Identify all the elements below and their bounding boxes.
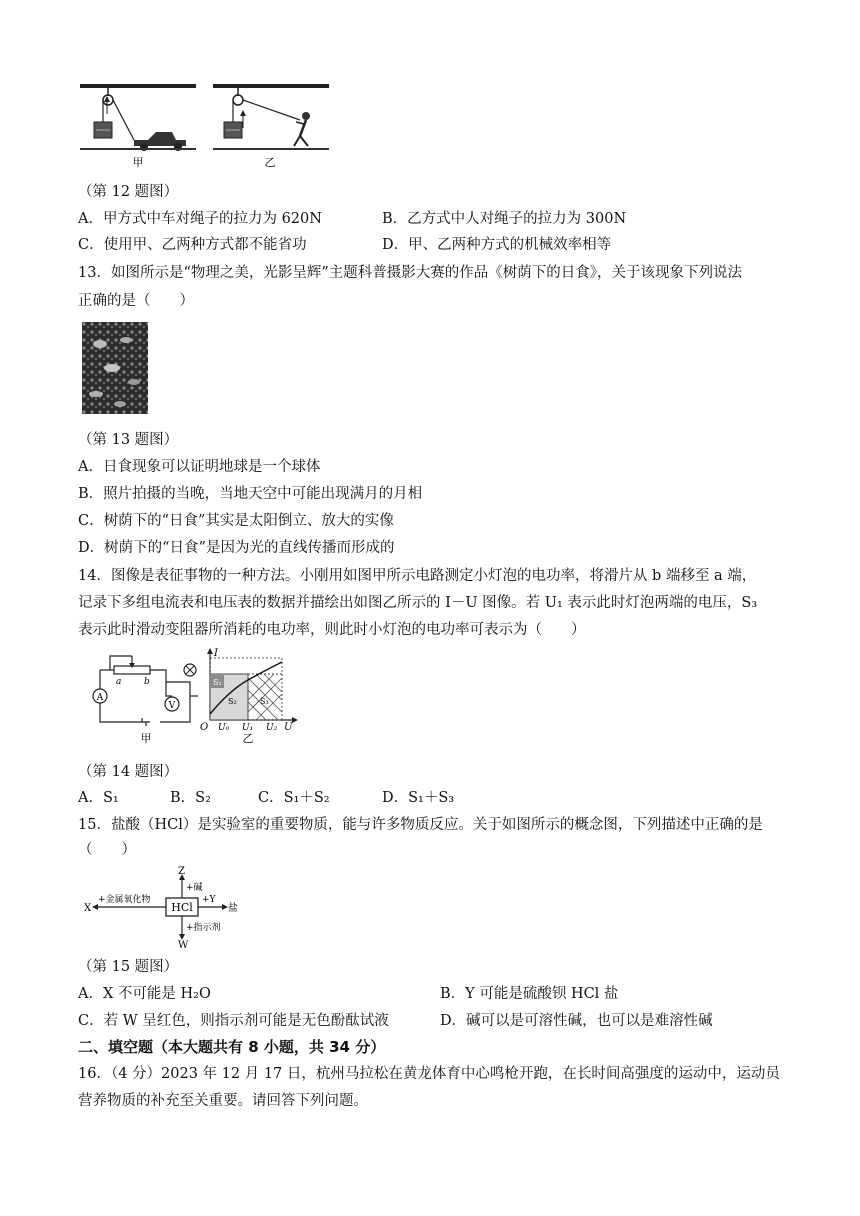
q14-label-yi: 乙 <box>242 732 254 745</box>
q14-stem-line3: 表示此时滑动变阻器所消耗的电功率，则此时小灯泡的电功率可表示为（ ） <box>78 622 586 638</box>
axis-u-label: U <box>284 722 293 733</box>
q13-option-d: D．树荫下的“日食”是因为光的直线传播而形成的 <box>78 540 395 556</box>
q15-option-d: D．碱可以是可溶性碱，也可以是难溶性碱 <box>440 1013 713 1029</box>
q12-caption: （第 12 题图） <box>78 184 179 200</box>
q15-option-b: B．Y 可能是硫酸钡 HCl 盐 <box>440 986 619 1002</box>
rheostat-label-a: a <box>116 677 122 687</box>
section-heading: 二、填空题（本大题共有 8 小题，共 34 分） <box>78 1038 386 1056</box>
q12-option-d: D．甲、乙两种方式的机械效率相等 <box>382 237 612 253</box>
node-x: X <box>84 903 92 914</box>
q13-caption: （第 13 题图） <box>78 432 179 448</box>
region-s2-label: S₂ <box>228 697 237 706</box>
q14-option-d: D．S₁＋S₃ <box>382 790 455 806</box>
q12-label-yi: 乙 <box>264 156 276 169</box>
rheostat-label-b: b <box>144 677 150 687</box>
tick-u2: U₂ <box>266 723 278 733</box>
q16-stem-line2: 营养物质的补充至关重要。请回答下列问题。 <box>78 1093 368 1109</box>
q13-option-c: C．树荫下的“日食”其实是太阳倒立、放大的实像 <box>78 513 394 529</box>
q15-concept-map <box>84 864 246 951</box>
q13-eclipse-photo <box>82 322 148 414</box>
q15-stem-line1: 15．盐酸（HCl）是实验室的重要物质，能与许多物质反应。关于如图所示的概念图，下列描述中正确的是 <box>78 817 763 833</box>
edge-y: +Y <box>202 895 216 905</box>
q14-figure <box>80 648 300 758</box>
edge-base: +碱 <box>186 883 203 893</box>
q15-option-c: C．若 W 呈红色，则指示剂可能是无色酚酞试液 <box>78 1013 389 1029</box>
q15-caption: （第 15 题图） <box>78 959 179 975</box>
q12-option-a: A．甲方式中车对绳子的拉力为 620N <box>78 211 322 227</box>
ammeter-label: A <box>96 693 104 703</box>
node-w: W <box>178 940 189 951</box>
q14-option-b: B．S₂ <box>170 790 211 806</box>
q15-option-a: A．X 不可能是 H₂O <box>78 986 211 1002</box>
axis-origin-label: O <box>200 722 209 733</box>
edge-metal-oxide: +金属氧化物 <box>98 895 151 905</box>
q14-stem-line2: 记录下多组电流表和电压表的数据并描绘出如图乙所示的 I－U 图像。若 U₁ 表示此时灯泡两端的电压，S₃ <box>78 595 758 611</box>
pulley-diagram-jia <box>80 84 196 151</box>
q13-option-a: A．日食现象可以证明地球是一个球体 <box>78 459 321 475</box>
q12-label-jia: 甲 <box>132 156 144 169</box>
hcl-label: HCl <box>171 901 193 914</box>
tick-u0: U₀ <box>218 723 230 733</box>
node-z: Z <box>178 866 185 877</box>
node-salt: 盐 <box>228 903 238 914</box>
q14-option-c: C．S₁＋S₂ <box>258 790 330 806</box>
q14-label-jia: 甲 <box>140 732 152 745</box>
region-s1-label: S₁ <box>213 678 222 687</box>
edge-indicator: +指示剂 <box>186 923 221 933</box>
q13-stem-line1: 13．如图所示是“物理之美，光影呈辉”主题科普摄影大赛的作品《树荫下的日食》，关于该现象下列说法 <box>78 265 743 281</box>
q12-option-c: C．使用甲、乙两种方式都不能省功 <box>78 237 307 253</box>
q13-stem-line2: 正确的是（ ） <box>78 293 194 309</box>
axis-i-label: I <box>214 648 218 659</box>
circuit-diagram <box>100 656 198 726</box>
q13-option-b: B．照片拍摄的当晚，当地天空中可能出现满月的月相 <box>78 486 423 502</box>
q14-option-a: A．S₁ <box>78 790 119 806</box>
tick-u1: U₁ <box>242 723 254 733</box>
voltmeter-label: V <box>168 701 176 711</box>
region-s3-label: S₃ <box>260 697 269 706</box>
q12-option-b: B．乙方式中人对绳子的拉力为 300N <box>382 211 627 227</box>
q15-stem-line2: （ ） <box>78 842 136 858</box>
q16-stem-line1: 16．（4 分）2023 年 12 月 17 日，杭州马拉松在黄龙体育中心鸣枪开跑，在长时间高强度的运动中，运动员 <box>78 1066 780 1082</box>
pulley-diagram-yi <box>213 84 329 150</box>
q14-caption: （第 14 题图） <box>78 764 179 780</box>
q14-stem-line1: 14．图像是表征事物的一种方法。小刚用如图甲所示电路测定小灯泡的电功率，将滑片从 b 端移至 a 端， <box>78 568 757 584</box>
q12-figure <box>78 78 333 176</box>
